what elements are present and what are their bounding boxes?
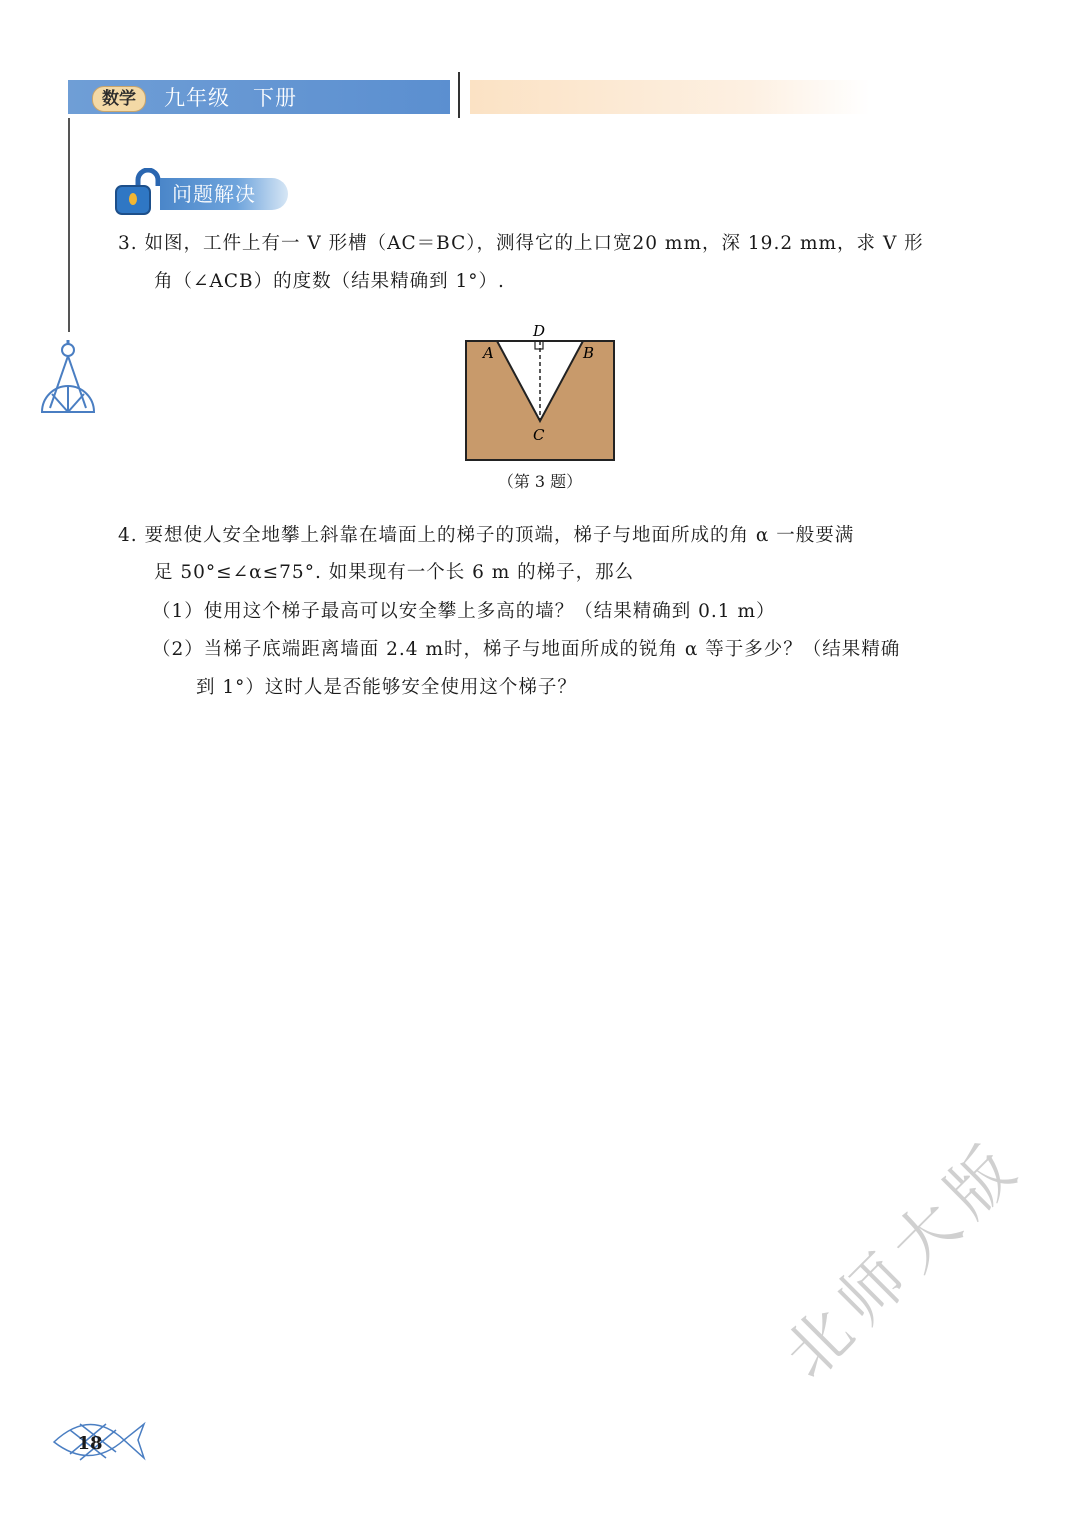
subject-badge: 数学 (92, 86, 146, 112)
v-groove-figure (455, 318, 625, 464)
header-decoration (470, 80, 870, 114)
problem-4-subquestion-1: （1）使用这个梯子最高可以安全攀上多高的墙？（结果精确到 0.1 m） (152, 601, 776, 622)
page-number: 18 (77, 1433, 103, 1454)
header-divider (458, 72, 460, 118)
problem-4-text: 4. 要想使人安全地攀上斜靠在墙面上的梯子的顶端，梯子与地面所成的角 α 一般要满 (118, 525, 855, 546)
problem-4-text-cont: 足 50°≤∠α≤75°. 如果现有一个长 6 m 的梯子，那么 (154, 562, 635, 583)
label-b: B (583, 344, 595, 362)
problem-4-subquestion-2: （2）当梯子底端距离墙面 2.4 m时，梯子与地面所成的锐角 α 等于多少？（结果精确 (152, 639, 901, 660)
grade-title: 九年级 下册 (164, 86, 298, 110)
label-c: C (533, 426, 545, 444)
compass-icon (38, 340, 98, 416)
section-title: 问题解决 (160, 178, 288, 210)
problem-3-text: 3. 如图，工件上有一 V 形槽（AC＝BC），测得它的上口宽20 mm，深 19.2 mm，求 V 形 (118, 233, 924, 254)
problem-3-text-cont: 角（∠ACB）的度数（结果精确到 1°）. (154, 271, 505, 292)
unlocked-padlock-icon (114, 168, 164, 216)
label-a: A (483, 344, 494, 362)
figure-caption: （第 3 题） (497, 472, 583, 491)
publisher-watermark: 北师大版 (770, 1125, 1038, 1393)
problem-4-subquestion-2-cont: 到 1°）这时人是否能够安全使用这个梯子？ (196, 677, 577, 698)
margin-line (68, 118, 70, 332)
label-d: D (533, 322, 546, 340)
